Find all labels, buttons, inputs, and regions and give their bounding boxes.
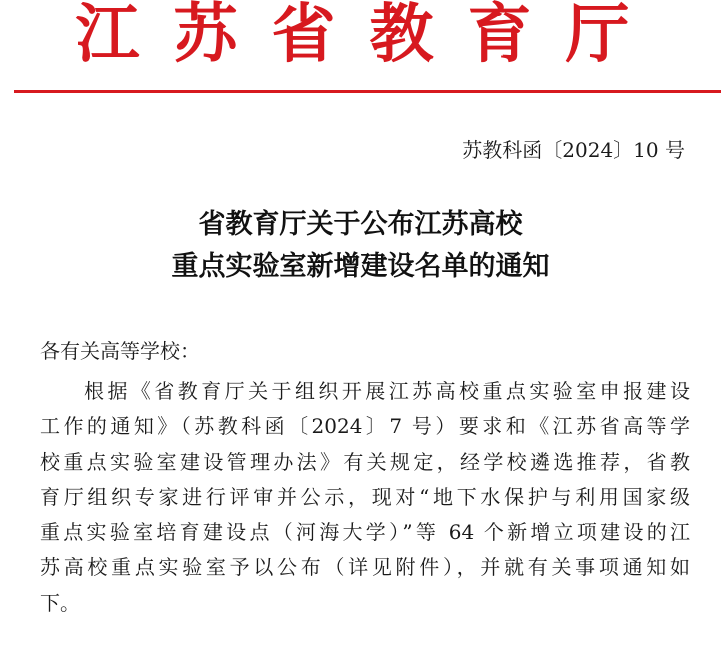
- body-paragraph: [40, 374, 690, 621]
- body-line-3: 校重点实验室建设管理办法》有关规定，经学校遴选推荐，省教: [40, 449, 690, 474]
- letterhead-red-rule: [14, 90, 721, 93]
- salutation: 各有关高等学校：: [40, 339, 200, 363]
- body-line-4: 育厅组织专家进行评审并公示，现对“地下水保护与利用国家级: [40, 484, 690, 509]
- body-line-7: 下。: [40, 590, 80, 615]
- title-line-2: 重点实验室新增建设名单的通知: [171, 251, 550, 282]
- body-line-2: 工作的通知》（苏教科函〔2024〕7 号）要求和《江苏省高等学: [40, 414, 690, 439]
- body-line-5: 重点实验室培育建设点（河海大学）”等 64 个新增立项建设的江: [40, 520, 690, 545]
- body-line-6: 苏高校重点实验室予以公布（详见附件），并就有关事项通知如: [40, 555, 690, 580]
- title-line-1: 省教育厅关于公布江苏高校: [198, 209, 523, 240]
- document-title: [0, 204, 721, 288]
- body-line-1: 根据《省教育厅关于组织开展江苏高校重点实验室申报建设: [84, 379, 690, 403]
- document-number: 苏教科函〔2024〕10 号: [462, 138, 685, 162]
- letterhead-title: 江苏省教育厅: [75, 0, 664, 72]
